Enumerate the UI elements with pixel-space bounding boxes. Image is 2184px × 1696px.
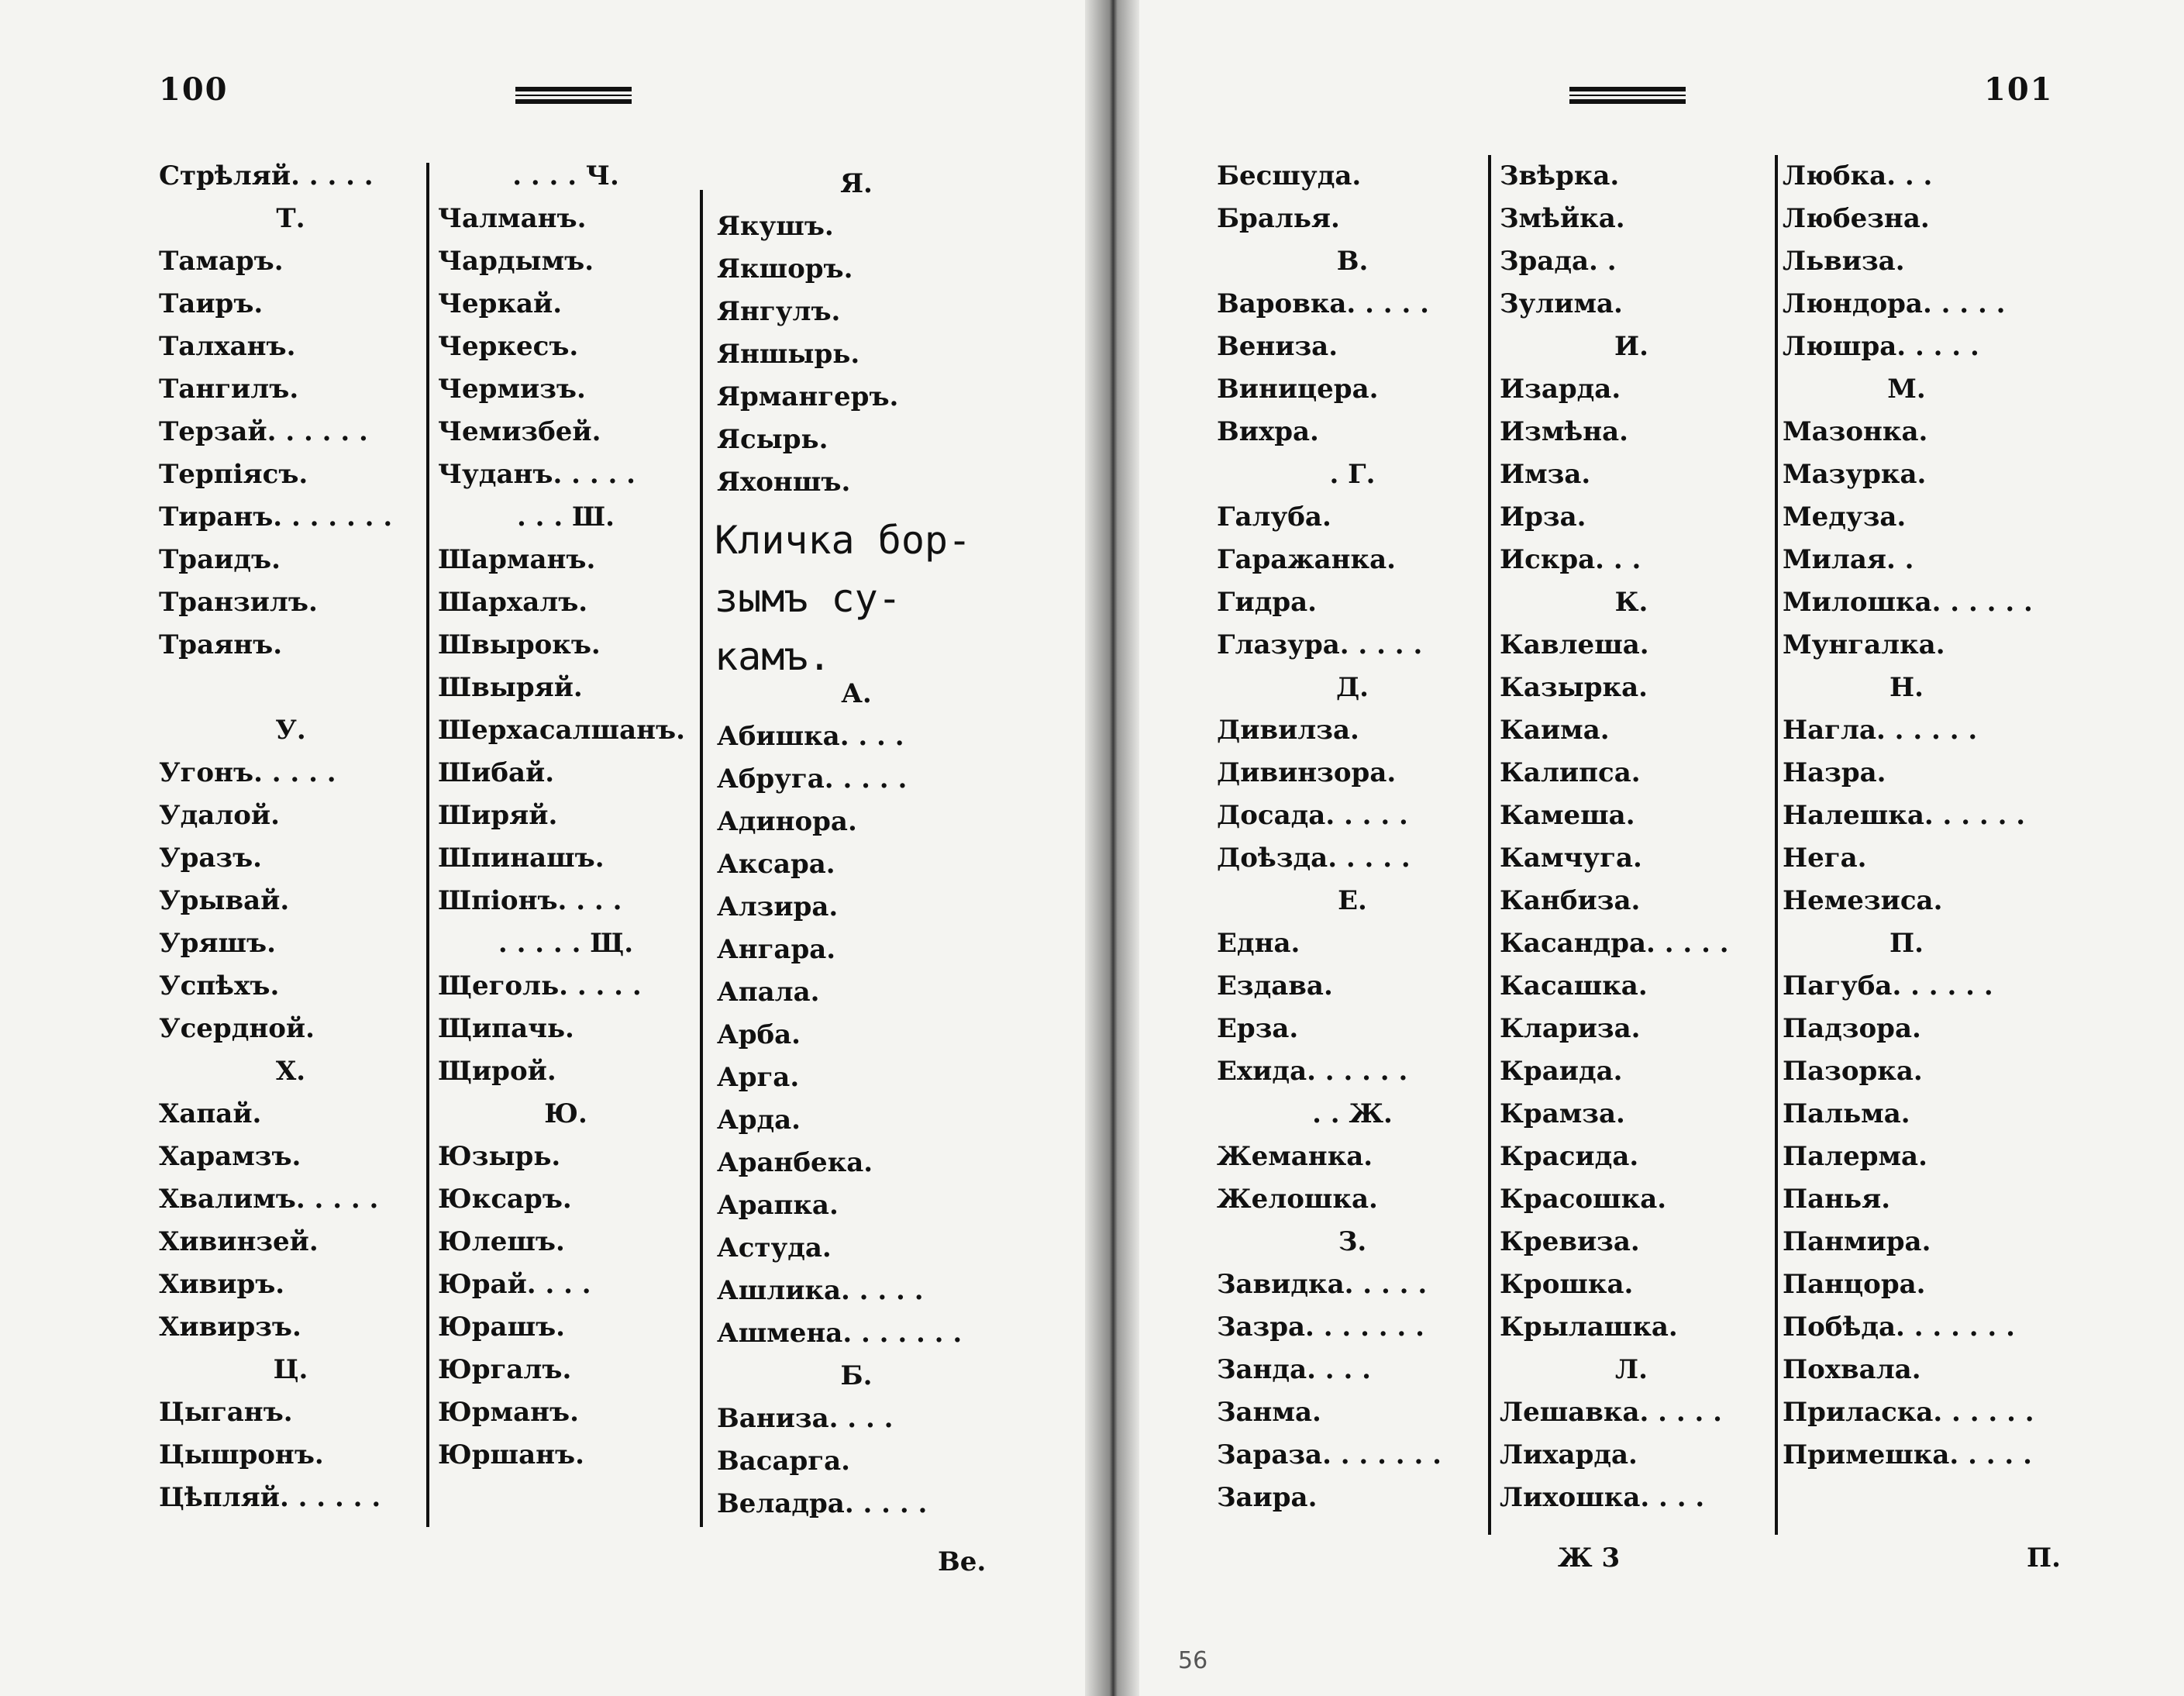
name-entry: Любезна. xyxy=(1783,203,1930,234)
name-entry: Арга. xyxy=(717,1062,800,1093)
name-entry: Арда. xyxy=(717,1105,801,1136)
name-entry: Милошка. . . . . . xyxy=(1783,587,2033,618)
name-entry: Варовка. . . . . xyxy=(1217,288,1429,319)
name-entry: Ашлика. . . . . xyxy=(717,1275,924,1306)
name-entry: Шпiонъ. . . . xyxy=(438,885,622,916)
name-entry: Цыганъ. xyxy=(159,1397,293,1428)
letter-heading: У. xyxy=(275,715,306,746)
blank-line xyxy=(159,667,422,709)
name-entry: Мазурка. xyxy=(1783,459,1927,490)
name-entry: Немезиса. xyxy=(1783,885,1943,916)
name-entry: Панья. xyxy=(1783,1184,1891,1215)
letter-heading: Л. xyxy=(1615,1354,1648,1385)
name-entry: Чемизбей. xyxy=(438,416,601,447)
name-entry: Зрада. . xyxy=(1500,246,1617,277)
letter-heading: Н. xyxy=(1889,672,1924,703)
book-gutter xyxy=(1085,0,1139,1696)
name-entry: Швырокъ. xyxy=(438,629,601,660)
name-entry: Бесшуда. xyxy=(1217,160,1362,191)
name-entry: Досада. . . . . xyxy=(1217,800,1408,831)
letter-heading: . Г. xyxy=(1329,459,1376,490)
letter-heading: Т. xyxy=(276,203,305,234)
name-entry: Милая. . xyxy=(1783,544,1914,575)
right-page xyxy=(1139,0,2184,1696)
name-entry: Щирой. xyxy=(438,1056,556,1087)
name-entry: Юргалъ. xyxy=(438,1354,572,1385)
name-entry: Пальма. xyxy=(1783,1098,1910,1129)
section-title-line: зымъ су- xyxy=(715,576,901,621)
name-entry: Касандра. . . . . xyxy=(1500,928,1729,959)
name-entry: Лихошка. . . . xyxy=(1500,1482,1705,1513)
letter-heading: Ц. xyxy=(273,1354,308,1385)
name-entry: Люшра. . . . . xyxy=(1783,331,1979,362)
name-entry: Касашка. xyxy=(1500,970,1648,1001)
name-entry: Змѣйка. xyxy=(1500,203,1625,234)
name-entry: Медуза. xyxy=(1783,502,1907,533)
name-entry: Желошка. xyxy=(1217,1184,1378,1215)
letter-heading: . . Ж. xyxy=(1312,1098,1393,1129)
name-entry: Юзырь. xyxy=(438,1141,561,1172)
catchword-right: П. xyxy=(2027,1543,2061,1574)
name-entry: Цышронъ. xyxy=(159,1439,324,1470)
ink-stamp-number: 56 xyxy=(1178,1647,1208,1674)
letter-heading: П. xyxy=(1889,928,1924,959)
name-entry: Нега. xyxy=(1783,843,1867,874)
left-column-2 xyxy=(438,155,694,1477)
name-entry: Чардымъ. xyxy=(438,246,594,277)
name-entry: Мунгалка. xyxy=(1783,629,1945,660)
name-entry: Ангара. xyxy=(717,934,836,965)
right-column-2 xyxy=(1500,155,1763,1519)
name-entry: Гидра. xyxy=(1217,587,1317,618)
name-entry: Каима. xyxy=(1500,715,1610,746)
name-entry: Галуба. xyxy=(1217,502,1331,533)
name-entry: Занма. xyxy=(1217,1397,1321,1428)
left-column-3-continued xyxy=(717,673,996,1525)
letter-heading: А. xyxy=(841,678,872,709)
name-entry: Удалой. xyxy=(159,800,280,831)
name-entry: Щипачь. xyxy=(438,1013,574,1044)
right-column-3 xyxy=(1783,155,2034,1477)
name-entry: Мазонка. xyxy=(1783,416,1928,447)
name-entry: Ваниза. . . . xyxy=(717,1403,894,1434)
name-entry: Имза. xyxy=(1500,459,1591,490)
header-rule-right xyxy=(1569,87,1686,104)
name-entry: Бралья. xyxy=(1217,203,1340,234)
letter-heading: . . . . Ч. xyxy=(512,160,619,191)
name-entry: Клариза. xyxy=(1500,1013,1641,1044)
name-entry: Глазура. . . . . xyxy=(1217,629,1423,660)
name-entry: Похвала. xyxy=(1783,1354,1921,1385)
name-entry: Палерма. xyxy=(1783,1141,1927,1172)
name-entry: Уразъ. xyxy=(159,843,263,874)
name-entry: Звѣрка. xyxy=(1500,160,1620,191)
name-entry: Ехида. . . . . . xyxy=(1217,1056,1408,1087)
name-entry: Ясырь. xyxy=(717,424,828,455)
name-entry: Хвалимъ. . . . . xyxy=(159,1184,379,1215)
name-entry: Казырка. xyxy=(1500,672,1648,703)
name-entry: Чермизъ. xyxy=(438,374,586,405)
letter-heading: Д. xyxy=(1335,672,1369,703)
name-entry: Терзай. . . . . . xyxy=(159,416,368,447)
name-entry: Ярмангеръ. xyxy=(717,381,899,412)
name-entry: Шибай. xyxy=(438,757,555,788)
column-divider xyxy=(426,163,429,1527)
name-entry: Аксара. xyxy=(717,849,835,880)
name-entry: Адинора. xyxy=(717,806,857,837)
name-entry: Щеголь. . . . . xyxy=(438,970,642,1001)
name-entry: Канбиза. xyxy=(1500,885,1641,916)
name-entry: Ирза. xyxy=(1500,502,1586,533)
name-entry: Цѣпляй. . . . . . xyxy=(159,1482,381,1513)
name-entry: Приласка. . . . . . xyxy=(1783,1397,2034,1428)
name-entry: Юрашъ. xyxy=(438,1312,566,1343)
name-entry: Красида. xyxy=(1500,1141,1639,1172)
name-entry: Жеманка. xyxy=(1217,1141,1373,1172)
name-entry: Юрманъ. xyxy=(438,1397,579,1428)
name-entry: Юршанъ. xyxy=(438,1439,584,1470)
name-entry: Люндора. . . . . xyxy=(1783,288,2006,319)
section-title-line: камъ. xyxy=(715,634,832,679)
name-entry: Таиръ. xyxy=(159,288,264,319)
name-entry: Пагуба. . . . . . xyxy=(1783,970,1993,1001)
name-entry: Юрай. . . . xyxy=(438,1269,591,1300)
letter-heading: Х. xyxy=(275,1056,306,1087)
name-entry: Ашмена. . . . . . . xyxy=(717,1318,963,1349)
signature-mark: Ж 3 xyxy=(1558,1543,1621,1574)
letter-heading: . . . . . Щ. xyxy=(498,928,634,959)
name-entry: Урывай. xyxy=(159,885,290,916)
name-entry: Харамзъ. xyxy=(159,1141,301,1172)
name-entry: Веладра. . . . . xyxy=(717,1488,928,1519)
name-entry: Шпинашъ. xyxy=(438,843,605,874)
name-entry: Дивинзора. xyxy=(1217,757,1397,788)
name-entry: Яншырь. xyxy=(717,339,860,370)
name-entry: Усердной. xyxy=(159,1013,315,1044)
name-entry: Хапай. xyxy=(159,1098,262,1129)
name-entry: Транзилъ. xyxy=(159,587,318,618)
name-entry: Тангилъ. xyxy=(159,374,299,405)
name-entry: Лешавка. . . . . xyxy=(1500,1397,1723,1428)
name-entry: Терпiясъ. xyxy=(159,459,308,490)
name-entry: Хивирзъ. xyxy=(159,1312,301,1343)
name-entry: Камчуга. xyxy=(1500,843,1642,874)
name-entry: Гаражанка. xyxy=(1217,544,1396,575)
name-entry: Успѣхъ. xyxy=(159,970,280,1001)
letter-heading: Б. xyxy=(840,1360,873,1391)
name-entry: Крамза. xyxy=(1500,1098,1625,1129)
name-entry: Уряшъ. xyxy=(159,928,276,959)
name-entry: Искра. . . xyxy=(1500,544,1641,575)
page-number-left: 100 xyxy=(159,71,229,108)
name-entry: Кревиза. xyxy=(1500,1226,1640,1257)
name-entry: Камеша. xyxy=(1500,800,1635,831)
letter-heading: Ю. xyxy=(544,1098,587,1129)
name-entry: Черкай. xyxy=(438,288,563,319)
column-divider xyxy=(1488,155,1491,1535)
column-divider xyxy=(1775,155,1778,1535)
name-entry: Абишка. . . . xyxy=(717,721,904,752)
name-entry: Якшоръ. xyxy=(717,253,853,284)
name-entry: Зазра. . . . . . . xyxy=(1217,1312,1424,1343)
name-entry: Чуданъ. . . . . xyxy=(438,459,636,490)
name-entry: Вениза. xyxy=(1217,331,1338,362)
name-entry: Кавлеша. xyxy=(1500,629,1649,660)
name-entry: Панмира. xyxy=(1783,1226,1931,1257)
name-entry: Красошка. xyxy=(1500,1184,1667,1215)
left-column-1 xyxy=(159,155,422,1519)
name-entry: Ездава. xyxy=(1217,970,1333,1001)
name-entry: Побѣда. . . . . . . xyxy=(1783,1312,2015,1343)
name-entry: Ерза. xyxy=(1217,1013,1299,1044)
name-entry: Крошка. xyxy=(1500,1269,1634,1300)
name-entry: Яхоншъ. xyxy=(717,467,851,498)
name-entry: Аранбека. xyxy=(717,1147,873,1178)
name-entry: Апала. xyxy=(717,977,820,1008)
name-entry: Заира. xyxy=(1217,1482,1318,1513)
name-entry: Лихарда. xyxy=(1500,1439,1638,1470)
name-entry: Янгулъ. xyxy=(717,296,841,327)
letter-heading: . . . Ш. xyxy=(517,502,615,533)
name-entry: Шарманъ. xyxy=(438,544,596,575)
name-entry: Крылашка. xyxy=(1500,1312,1678,1343)
name-entry: Траидъ. xyxy=(159,544,281,575)
name-entry: Стрѣляй. . . . . xyxy=(159,160,374,191)
column-divider xyxy=(700,190,703,1527)
name-entry: Налешка. . . . . . xyxy=(1783,800,2026,831)
letter-heading: З. xyxy=(1338,1226,1367,1257)
section-title-line: Кличка бор- xyxy=(715,518,972,563)
name-entry: Васарга. xyxy=(717,1446,850,1477)
name-entry: Завидка. . . . . xyxy=(1217,1269,1428,1300)
name-entry: Пазорка. xyxy=(1783,1056,1923,1087)
name-entry: Краида. xyxy=(1500,1056,1623,1087)
letter-heading: В. xyxy=(1336,246,1369,277)
letter-heading: Я. xyxy=(840,168,873,199)
left-page xyxy=(0,0,1085,1696)
name-entry: Хивиръ. xyxy=(159,1269,285,1300)
name-entry: Панцора. xyxy=(1783,1269,1926,1300)
name-entry: Юлешъ. xyxy=(438,1226,565,1257)
header-rule-left xyxy=(515,87,632,104)
name-entry: Тамаръ. xyxy=(159,246,284,277)
name-entry: Арба. xyxy=(717,1019,801,1050)
name-entry: Траянъ. xyxy=(159,629,283,660)
name-entry: Чалманъ. xyxy=(438,203,587,234)
name-entry: Виницера. xyxy=(1217,374,1379,405)
name-entry: Зараза. . . . . . . xyxy=(1217,1439,1442,1470)
name-entry: Хивинзей. xyxy=(159,1226,319,1257)
name-entry: Измѣна. xyxy=(1500,416,1629,447)
name-entry: Любка. . . xyxy=(1783,160,1933,191)
page-number-right: 101 xyxy=(1984,71,2054,108)
left-column-3 xyxy=(717,163,996,504)
name-entry: Арапка. xyxy=(717,1190,839,1221)
catchword-left: Ве. xyxy=(938,1546,987,1577)
name-entry: Ширяй. xyxy=(438,800,558,831)
name-entry: Юксаръ. xyxy=(438,1184,572,1215)
name-entry: Една. xyxy=(1217,928,1300,959)
name-entry: Якушъ. xyxy=(717,211,834,242)
name-entry: Швыряй. xyxy=(438,672,583,703)
name-entry: Назра. xyxy=(1783,757,1886,788)
letter-heading: И. xyxy=(1614,331,1648,362)
name-entry: Калипса. xyxy=(1500,757,1641,788)
name-entry: Черкесъ. xyxy=(438,331,579,362)
name-entry: Абруга. . . . . xyxy=(717,764,908,795)
name-entry: Алзира. xyxy=(717,891,839,922)
letter-heading: К. xyxy=(1614,587,1648,618)
name-entry: Шерхасалшанъ. xyxy=(438,715,685,746)
letter-heading: Е. xyxy=(1338,885,1367,916)
name-entry: Дивилза. xyxy=(1217,715,1359,746)
right-column-1 xyxy=(1217,155,1488,1519)
name-entry: Падзора. xyxy=(1783,1013,1921,1044)
name-entry: Тиранъ. . . . . . . xyxy=(159,502,393,533)
name-entry: Занда. . . . xyxy=(1217,1354,1371,1385)
name-entry: Примешка. . . . . xyxy=(1783,1439,2032,1470)
name-entry: Изарда. xyxy=(1500,374,1621,405)
name-entry: Доѣзда. . . . . xyxy=(1217,843,1411,874)
name-entry: Угонъ. . . . . xyxy=(159,757,336,788)
name-entry: Нагла. . . . . . xyxy=(1783,715,1978,746)
name-entry: Львиза. xyxy=(1783,246,1905,277)
name-entry: Вихра. xyxy=(1217,416,1319,447)
name-entry: Шархалъ. xyxy=(438,587,588,618)
section-title xyxy=(715,512,1001,686)
name-entry: Астуда. xyxy=(717,1232,832,1263)
name-entry: Зулима. xyxy=(1500,288,1623,319)
letter-heading: М. xyxy=(1887,374,1926,405)
name-entry: Талханъ. xyxy=(159,331,296,362)
